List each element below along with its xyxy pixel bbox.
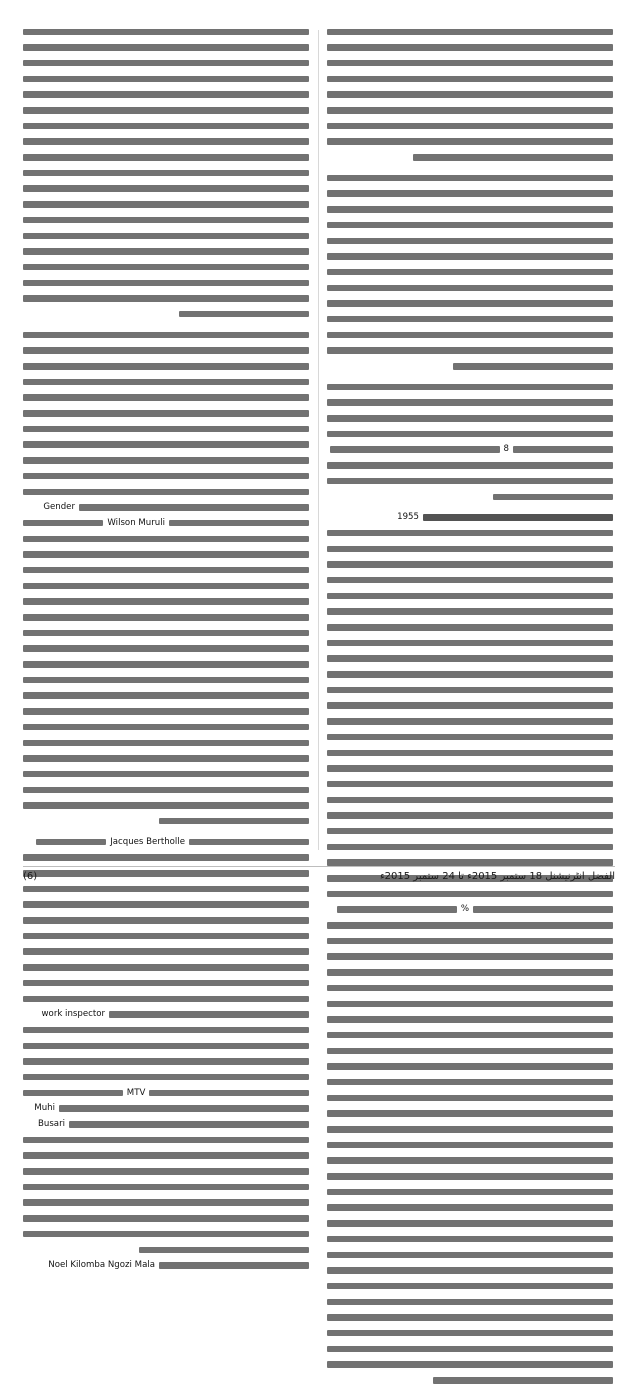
text-line	[327, 253, 613, 260]
text-line	[23, 598, 309, 605]
text-line	[327, 750, 613, 757]
text-line	[23, 933, 309, 940]
text-line	[327, 1204, 613, 1211]
text-line	[327, 222, 613, 229]
text-line	[23, 76, 309, 83]
text-line	[327, 347, 613, 354]
text-line	[23, 692, 309, 699]
text-line	[327, 985, 613, 992]
text-line	[327, 1361, 613, 1368]
column-divider	[318, 30, 319, 850]
inline-term: Gender	[43, 502, 75, 513]
text-line	[23, 1168, 309, 1175]
text-line	[327, 60, 613, 67]
text-line	[23, 536, 309, 543]
text-line	[473, 906, 613, 913]
text-line	[327, 859, 613, 866]
text-line	[139, 1247, 309, 1254]
text-line	[327, 1252, 613, 1259]
text-line	[23, 60, 309, 67]
text-line	[327, 1016, 613, 1023]
text-line	[23, 123, 309, 130]
text-line	[23, 520, 103, 527]
text-line	[189, 839, 309, 846]
text-line	[327, 953, 613, 960]
text-line	[327, 1299, 613, 1306]
text-line	[327, 1095, 613, 1102]
text-line	[327, 478, 613, 485]
text-line	[23, 980, 309, 987]
text-line	[327, 1283, 613, 1290]
text-line	[493, 494, 613, 501]
text-line	[327, 891, 613, 898]
text-line	[23, 1137, 309, 1144]
text-line	[337, 906, 457, 913]
text-line	[23, 363, 309, 370]
text-line	[23, 583, 309, 590]
text-line	[23, 802, 309, 809]
text-line	[327, 1126, 613, 1133]
text-line	[327, 91, 613, 98]
text-line	[327, 1157, 613, 1164]
text-line	[23, 1199, 309, 1206]
text-line	[23, 185, 309, 192]
paragraph	[327, 24, 613, 165]
text-line	[23, 740, 309, 747]
text-line	[327, 1314, 613, 1321]
text-line	[327, 399, 613, 406]
text-line	[23, 1043, 309, 1050]
footer-publication-title: الفضل انٹرنیشنل 18 ستمبر 2015ء تا 24 ستمبر 2015ء	[379, 870, 615, 882]
paragraph	[327, 510, 613, 1388]
text-line	[327, 765, 613, 772]
text-line	[23, 901, 309, 908]
text-line	[327, 76, 613, 83]
text-line	[453, 363, 613, 370]
inline-term: Muhi	[34, 1103, 55, 1114]
text-line	[327, 431, 613, 438]
text-line	[327, 640, 613, 647]
paragraph	[23, 24, 309, 322]
text-line	[23, 441, 309, 448]
text-line	[327, 415, 613, 422]
text-line	[327, 702, 613, 709]
text-line	[23, 248, 309, 255]
text-line	[23, 264, 309, 271]
left-column	[23, 24, 309, 1271]
text-line	[327, 300, 613, 307]
text-line	[23, 154, 309, 161]
text-line	[23, 44, 309, 51]
inline-term: MTV	[126, 1087, 146, 1098]
text-line	[327, 577, 613, 584]
text-line	[327, 593, 613, 600]
text-line	[330, 446, 500, 453]
text-line	[327, 1079, 613, 1086]
text-line	[327, 922, 613, 929]
text-line	[23, 295, 309, 302]
text-line	[513, 446, 613, 453]
text-line	[23, 347, 309, 354]
text-line	[327, 175, 613, 182]
text-line	[327, 1236, 613, 1243]
inline-term: Jacques Bertholle	[110, 836, 185, 847]
text-line	[327, 608, 613, 615]
text-line	[23, 677, 309, 684]
text-line	[23, 787, 309, 794]
text-line	[23, 755, 309, 762]
text-line	[327, 1267, 613, 1274]
text-line	[23, 1231, 309, 1238]
text-line	[327, 1048, 613, 1055]
text-line	[23, 280, 309, 287]
text-line	[23, 379, 309, 386]
text-line	[109, 1011, 309, 1018]
text-line	[327, 734, 613, 741]
paragraph	[23, 834, 309, 1273]
text-line	[23, 1058, 309, 1065]
text-line	[23, 964, 309, 971]
text-line	[327, 812, 613, 819]
text-line	[327, 797, 613, 804]
text-line	[327, 938, 613, 945]
inline-term: 1955	[397, 512, 419, 523]
text-line	[327, 781, 613, 788]
text-line	[169, 520, 309, 527]
text-line	[433, 1377, 613, 1384]
text-line	[327, 206, 613, 213]
text-line	[327, 138, 613, 145]
text-line	[327, 285, 613, 292]
text-line	[327, 44, 613, 51]
paragraph	[23, 327, 309, 829]
text-line	[327, 123, 613, 130]
text-line	[327, 561, 613, 568]
text-line	[327, 107, 613, 114]
text-line	[23, 948, 309, 955]
text-line	[159, 818, 309, 825]
text-line	[327, 828, 613, 835]
text-line	[327, 384, 613, 391]
text-line	[327, 718, 613, 725]
text-line	[23, 1090, 123, 1097]
text-line	[23, 29, 309, 36]
text-line	[23, 91, 309, 98]
text-line	[327, 29, 613, 36]
text-line	[23, 394, 309, 401]
text-line	[327, 316, 613, 323]
text-line	[327, 655, 613, 662]
text-line	[36, 839, 106, 846]
text-line	[79, 504, 309, 511]
text-line	[327, 462, 613, 469]
text-line	[327, 530, 613, 537]
text-line	[327, 1173, 613, 1180]
text-line	[23, 457, 309, 464]
text-line	[59, 1105, 309, 1112]
inline-term: Noel Kilomba Ngozi Mala	[48, 1260, 155, 1271]
text-line	[23, 473, 309, 480]
text-line	[327, 1142, 613, 1149]
text-line	[23, 332, 309, 339]
page-footer	[23, 866, 615, 885]
text-line	[23, 661, 309, 668]
text-line	[179, 311, 309, 318]
text-line	[23, 630, 309, 637]
text-line	[327, 190, 613, 197]
text-line	[327, 969, 613, 976]
text-line	[23, 201, 309, 208]
inline-term: 8	[503, 444, 509, 455]
text-line	[23, 217, 309, 224]
text-line	[23, 138, 309, 145]
text-line	[327, 1189, 613, 1196]
text-line	[23, 1184, 309, 1191]
text-line	[327, 1032, 613, 1039]
inline-term: Busari	[37, 1118, 65, 1129]
inline-term: %	[460, 904, 469, 915]
text-line	[327, 546, 613, 553]
text-line	[327, 687, 613, 694]
text-line	[327, 1220, 613, 1227]
text-line	[327, 624, 613, 631]
text-line	[23, 489, 309, 496]
text-line	[327, 1346, 613, 1353]
text-line	[327, 238, 613, 245]
text-line	[23, 107, 309, 114]
text-line	[23, 996, 309, 1003]
text-line	[23, 567, 309, 574]
text-line	[23, 1027, 309, 1034]
text-line	[23, 645, 309, 652]
text-line	[23, 426, 309, 433]
text-line	[23, 886, 309, 893]
text-line	[23, 854, 309, 861]
text-line	[23, 170, 309, 177]
text-line	[327, 1001, 613, 1008]
text-line	[23, 771, 309, 778]
text-line	[23, 724, 309, 731]
inline-term: Wilson Muruli	[107, 517, 165, 528]
text-line	[413, 154, 613, 161]
text-line	[423, 514, 613, 522]
text-line	[23, 551, 309, 558]
inline-term: work inspector	[41, 1009, 105, 1020]
text-line	[23, 917, 309, 924]
text-line	[23, 1215, 309, 1222]
text-line	[327, 1110, 613, 1117]
text-line	[23, 233, 309, 240]
text-line	[159, 1262, 309, 1269]
paragraph	[327, 379, 613, 505]
text-line	[327, 332, 613, 339]
text-line	[23, 410, 309, 417]
text-line	[23, 1074, 309, 1081]
text-line	[23, 1152, 309, 1159]
text-line	[327, 844, 613, 851]
text-line	[23, 708, 309, 715]
text-line	[23, 614, 309, 621]
text-line	[327, 671, 613, 678]
text-line	[69, 1121, 309, 1128]
page-number: (6)	[23, 870, 38, 882]
text-line	[327, 269, 613, 276]
text-line	[149, 1090, 309, 1097]
paragraph	[327, 170, 613, 374]
text-line	[327, 1063, 613, 1070]
text-line	[327, 1330, 613, 1337]
